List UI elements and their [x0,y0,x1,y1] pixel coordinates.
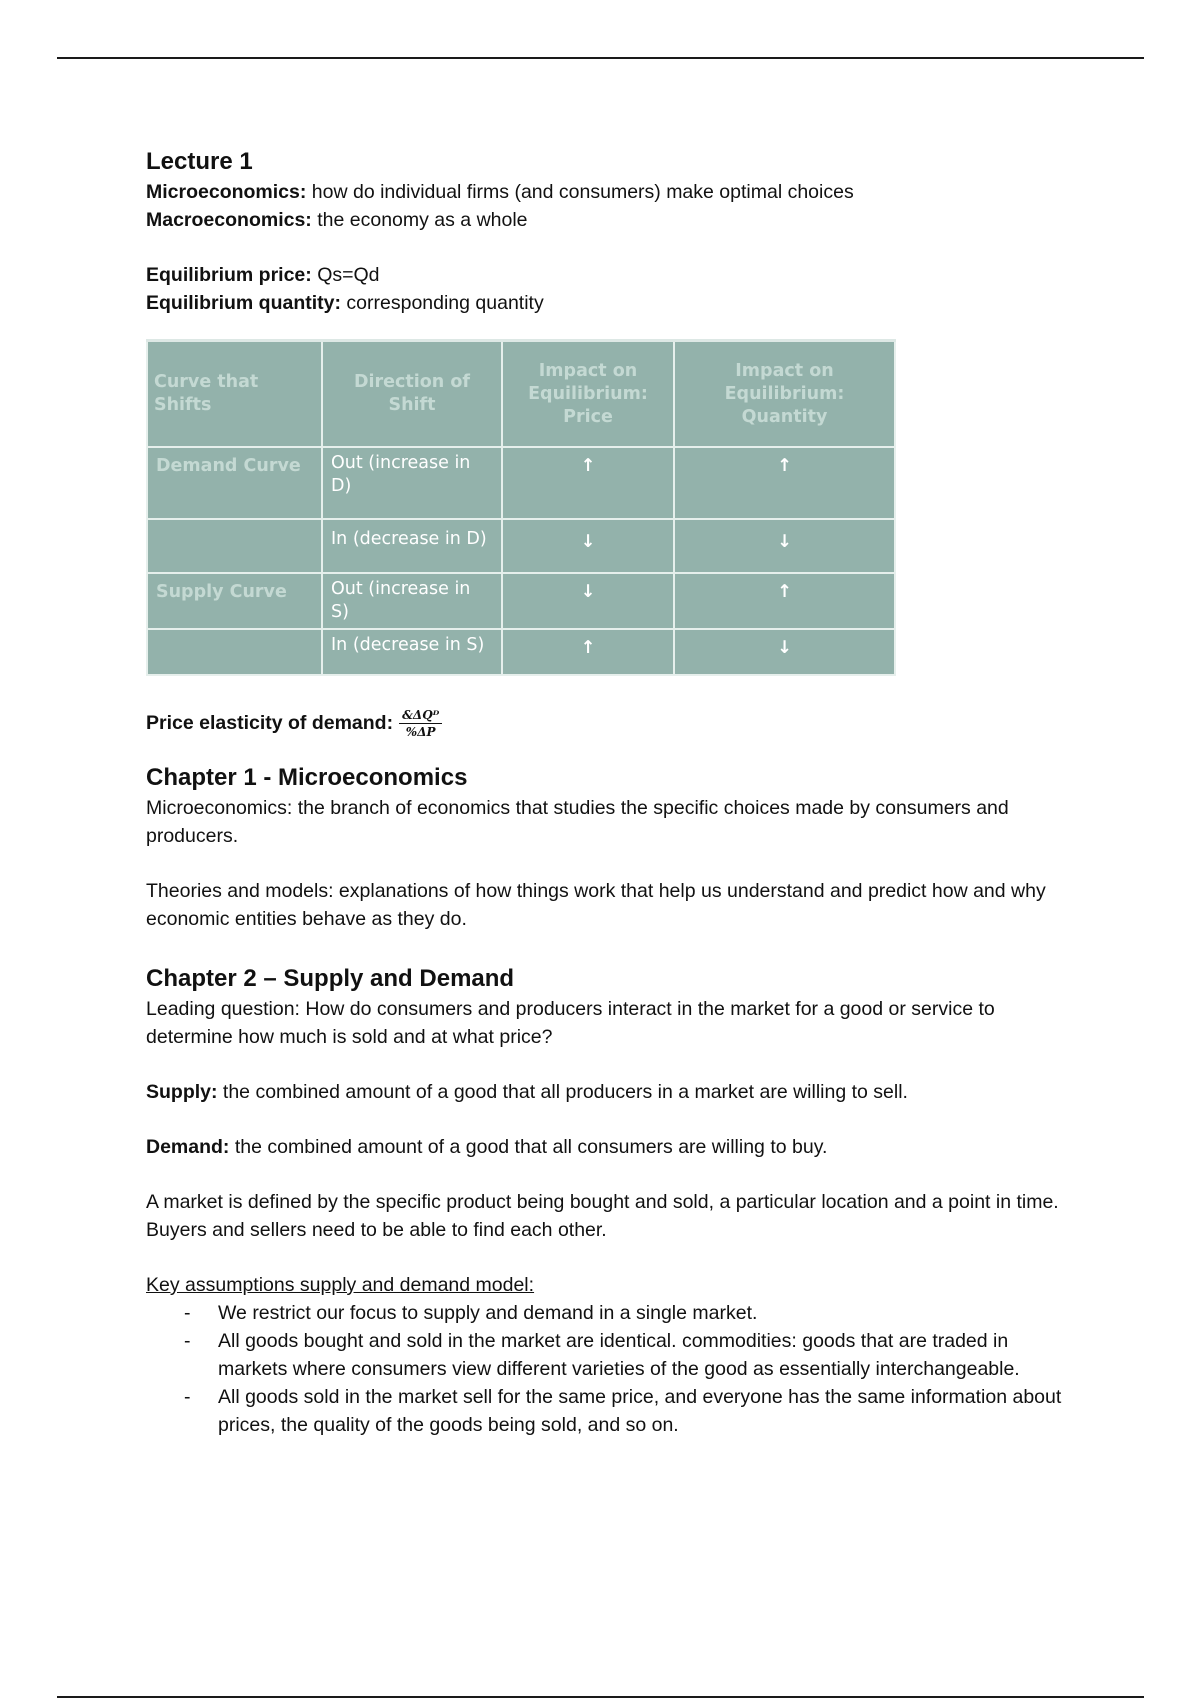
table-row [147,573,895,629]
list-item: - All goods sold in the market sell for the same price, and everyone has the same information about prices, the quality of the goods being sold, and so on. [146,1383,1076,1439]
equilibrium-price: Equilibrium price: Qs=Qd [146,264,380,286]
down-arrow-icon: ↓ [674,629,895,675]
chapter2-title: Chapter 2 – Supply and Demand [146,965,515,992]
supply-definition: Supply: the combined amount of a good that all producers in a market are willing to sell. [146,1081,908,1103]
elasticity-formula [399,707,442,740]
down-arrow-icon: ↓ [502,519,674,573]
elasticity-label: Price elasticity of demand: [146,712,394,734]
shift-table-wrapper [146,339,894,676]
spacer [146,1106,1076,1133]
market-definition: A market is defined by the specific product being bought and sold, a particular location and a point in time. Buyers and sellers need to be able to find each other. [146,1191,1059,1241]
cell-curve [147,519,322,573]
cell-curve [147,629,322,675]
spacer [146,1051,1076,1078]
chapter1-paragraph: Microeconomics: the branch of economics that studies the specific choices made by consumers and producers. [146,797,1009,847]
formula-numerator: &ΔQᴰ [399,707,442,724]
footer-rule [57,1696,1144,1698]
curve-shift-table [146,339,896,676]
header-direction: Direction of Shift [322,341,502,448]
down-arrow-icon: ↓ [674,519,895,573]
header-quantity: Impact on Equilibrium: Quantity [674,341,895,448]
spacer [146,1161,1076,1188]
table-row [147,447,895,519]
cell-direction: Out (increase in D) [322,447,502,519]
table-row [147,519,895,573]
up-arrow-icon: ↑ [674,573,895,629]
chapter1-paragraph: Theories and models: explanations of how things work that help us understand and predict how and why economic entities behave as they do. [146,880,1046,930]
table-header-row [147,341,895,448]
formula-denominator: %ΔP [405,724,436,739]
assumptions-list [146,1299,1076,1439]
cell-curve: Supply Curve [147,573,322,629]
micro-definition: Microeconomics: how do individual firms (and consumers) make optimal choices [146,181,854,203]
spacer [146,1244,1076,1271]
cell-direction: In (decrease in S) [322,629,502,675]
up-arrow-icon: ↑ [502,447,674,519]
list-item: - All goods bought and sold in the market are identical. commodities: goods that are traded in markets where consumers view different varieties of the good as essentially interchangeable. [146,1327,1076,1383]
list-item: - We restrict our focus to supply and demand in a single market. [146,1299,1076,1327]
table-row [147,629,895,675]
price-elasticity [146,698,1076,748]
spacer [146,850,1076,877]
header-curve: Curve that Shifts [147,341,322,448]
chapter2-paragraph: Leading question: How do consumers and producers interact in the market for a good or service to determine how much is sold and at what price? [146,998,995,1048]
spacer [146,933,1076,963]
cell-curve: Demand Curve [147,447,322,519]
demand-definition: Demand: the combined amount of a good that all consumers are willing to buy. [146,1136,828,1158]
macro-definition: Macroeconomics: the economy as a whole [146,209,528,231]
chapter1-title: Chapter 1 - Microeconomics [146,764,468,791]
down-arrow-icon: ↓ [502,573,674,629]
document-body [146,146,1076,1439]
up-arrow-icon: ↑ [502,629,674,675]
assumptions-heading: Key assumptions supply and demand model: [146,1274,535,1296]
header-price: Impact on Equilibrium: Price [502,341,674,448]
spacer [146,234,1076,261]
cell-direction: Out (increase in S) [322,573,502,629]
lecture-title: Lecture 1 [146,148,253,175]
header-rule [57,57,1144,59]
up-arrow-icon: ↑ [674,447,895,519]
equilibrium-quantity: Equilibrium quantity: corresponding quantity [146,292,544,314]
cell-direction: In (decrease in D) [322,519,502,573]
